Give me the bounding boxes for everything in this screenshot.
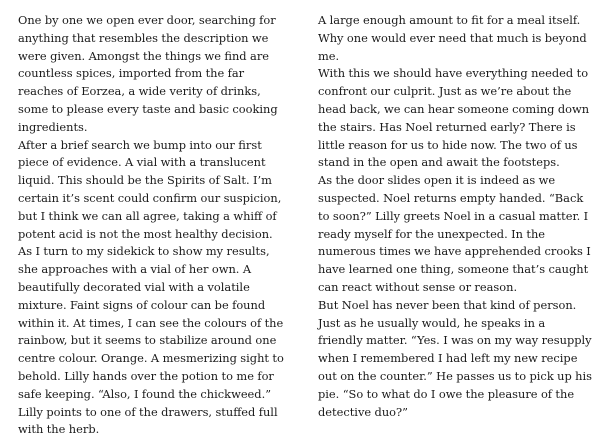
left-text-column [18, 12, 290, 439]
paragraph: As the door slides open it is indeed as we suspected. Noel returns empty handed. “Back to soon?” Lilly greets Noel in a casual matter. I ready myself for the unexpected. In the numerous times we have apprehended crooks I have learned one thing, someone that’s caught can react without sense or reason. [318, 173, 591, 294]
right-text-column [318, 12, 592, 421]
paragraph: With this we should have everything needed to confront our culprit. Just as we’re about the head back, we can hear someone coming down the stairs. Has Noel returned early? There is little reason for us to hide now. The two of us stand in the open and await the footsteps. [318, 66, 590, 170]
paragraph: After a brief search we bump into our first piece of evidence. A vial with a translucent liquid. This should be the Spirits of Salt. I’m certain it’s scent could confirm our suspicion, but I think we can all agree, taking a whiff of potent acid is not the most healthy decision. [18, 137, 282, 241]
paragraph: A large enough amount to fit for a meal itself. Why one would ever need that much is beyond me. [318, 13, 587, 63]
paragraph: As I turn to my sidekick to show my results, she approaches with a vial of her own. A beautifully decorated vial with a volatile mixture. Faint signs of colour can be found within it. At times, I can see the colours of the rainbow, but it seems to stabilize around one centre colour. Orange. A mesmerizing sight to behold. Lilly hands over the potion to me for safe keeping. “Also, I found the chickweed.” Lilly points to one of the drawers, stuffed full with the herb. [18, 244, 284, 437]
paragraph: But Noel has never been that kind of person. Just as he usually would, he speaks in a friendly matter. “Yes. I was on my way resupply when I remembered I had left my new recipe out on the counter.” He passes us to pick up his pie. “So to what do I owe the pleasure of the detective duo?” [318, 297, 593, 419]
paragraph: One by one we open ever door, searching for anything that resembles the description we were given. Amongst the things we find are countless spices, imported from the far reaches of Eorzea, a wide verity of drinks, some to please every taste and basic cooking ingredients. [18, 13, 278, 134]
